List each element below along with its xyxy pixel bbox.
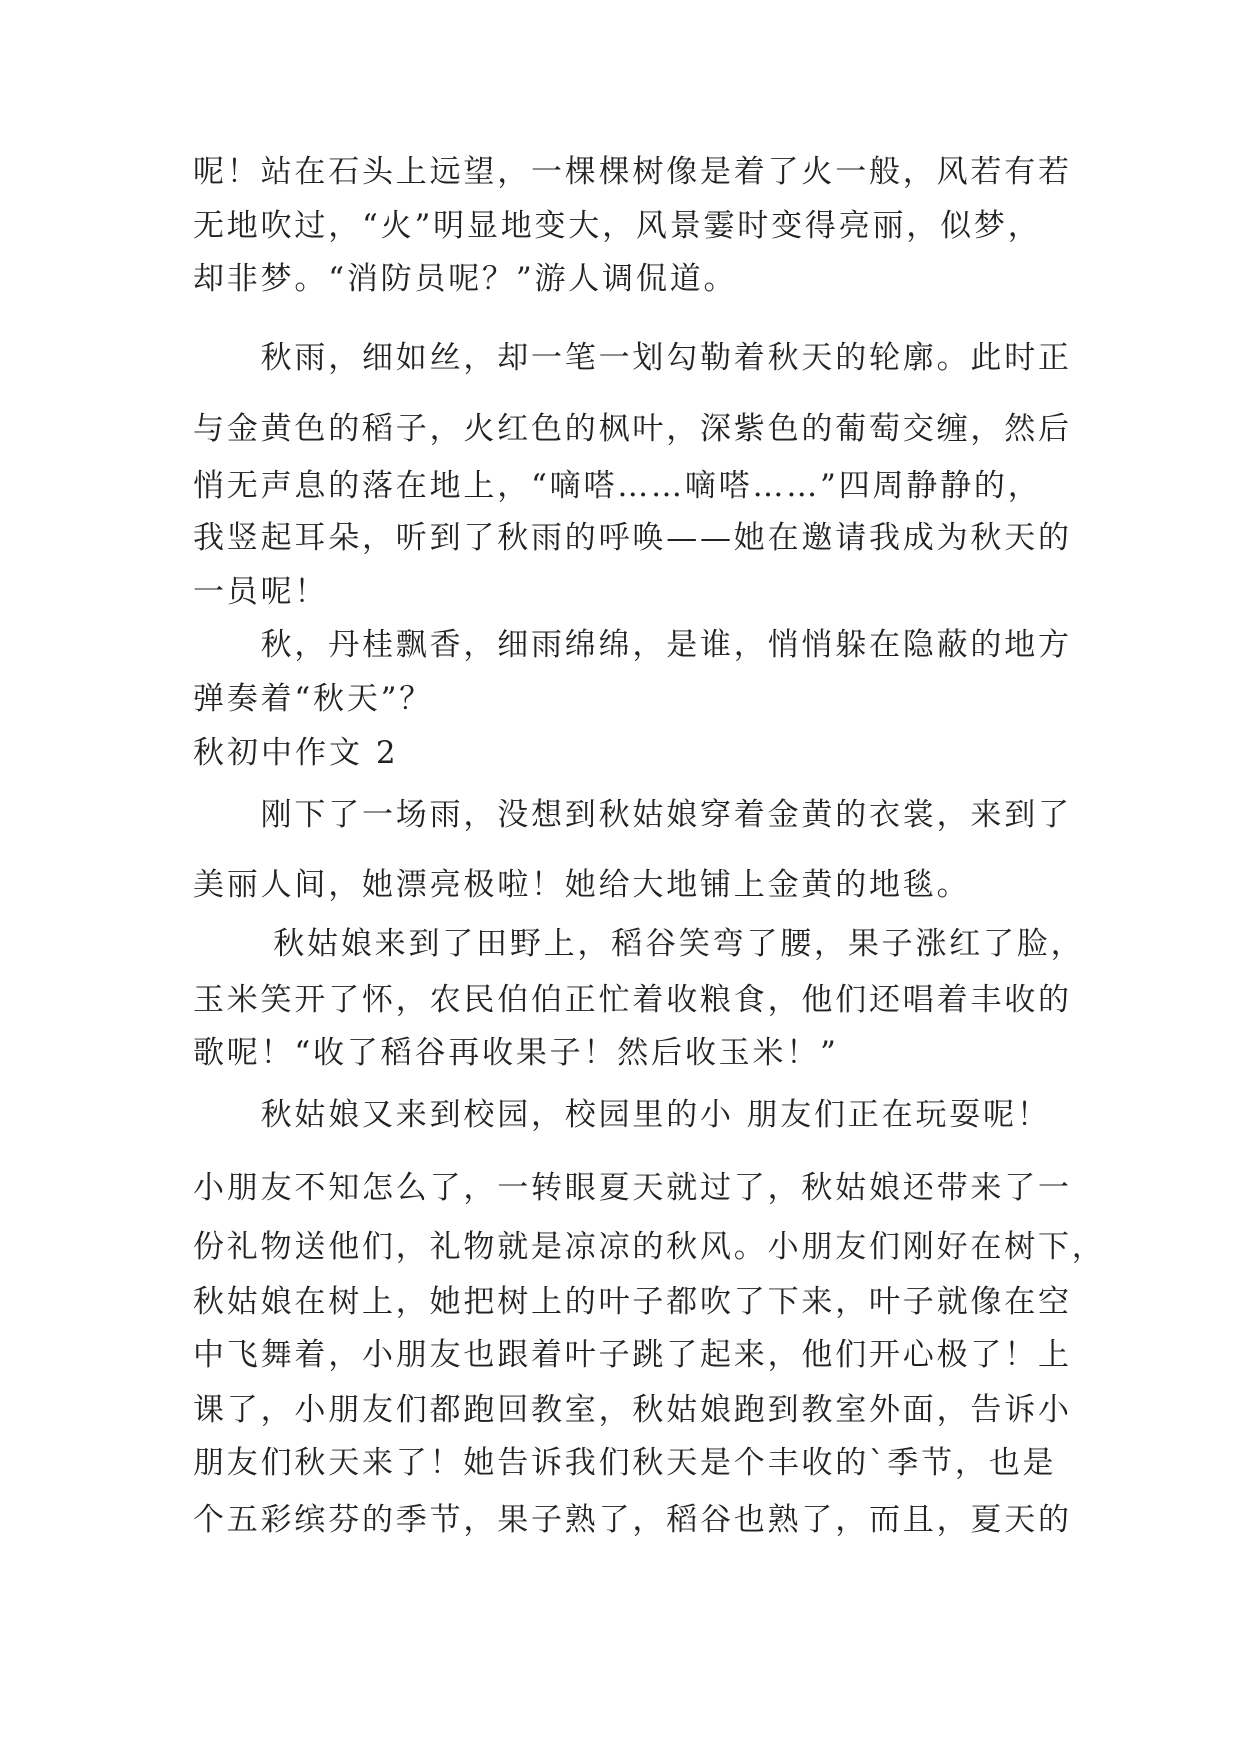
- text-line: 呢！站在石头上远望，一棵棵树像是着了火一般，风若有若: [193, 154, 1072, 190]
- text-line: 秋雨，细如丝，却一笔一划勾勒着秋天的轮廓。此时正: [193, 340, 1072, 376]
- text-line: 刚下了一场雨，没想到秋姑娘穿着金黄的衣裳，来到了: [193, 797, 1072, 833]
- text-line: 秋姑娘又来到校园，校园里的小 朋友们正在玩耍呢！: [193, 1097, 1051, 1133]
- essay-title: 秋初中作文 2: [193, 735, 399, 771]
- text-line: 玉米笑开了怀，农民伯伯正忙着收粮食，他们还唱着丰收的: [193, 982, 1072, 1018]
- text-line: 美丽人间，她漂亮极啦！她给大地铺上金黄的地毯。: [193, 867, 971, 903]
- text-line: 无地吹过，“火”明显地变大，风景霎时变得亮丽，似梦，: [193, 208, 1042, 244]
- text-line: 弹奏着“秋天”？: [193, 681, 434, 717]
- text-line: 一员呢！: [193, 574, 329, 610]
- text-line: 份礼物送他们，礼物就是凉凉的秋风。小朋友们刚好在树下，: [193, 1229, 1106, 1265]
- text-line: 却非梦。“消防员呢？”游人调侃道。: [193, 261, 738, 297]
- text-line: 中飞舞着，小朋友也跟着叶子跳了起来，他们开心极了！上: [193, 1337, 1072, 1373]
- text-line: 悄无声息的落在地上，“嘀嗒……嘀嗒……”四周静静的，: [193, 468, 1042, 504]
- text-line: 秋姑娘在树上，她把树上的叶子都吹了下来，叶子就像在空: [193, 1284, 1072, 1320]
- text-line: 与金黄色的稻子，火红色的枫叶，深紫色的葡萄交缠，然后: [193, 411, 1072, 447]
- text-line: 秋姑娘来到了田野上，稻谷笑弯了腰，果子涨红了脸，: [193, 926, 1085, 962]
- text-line: 我竖起耳朵，听到了秋雨的呼唤——她在邀请我成为秋天的: [193, 520, 1072, 556]
- text-line: 课了，小朋友们都跑回教室，秋姑娘跑到教室外面，告诉小: [193, 1392, 1072, 1428]
- text-line: 个五彩缤芬的季节，果子熟了，稻谷也熟了，而且，夏天的: [193, 1502, 1072, 1538]
- text-line: 秋，丹桂飘香，细雨绵绵，是谁，悄悄躲在隐蔽的地方: [193, 627, 1072, 663]
- text-line: 小朋友不知怎么了，一转眼夏天就过了，秋姑娘还带来了一: [193, 1170, 1072, 1206]
- text-line: 歌呢！“收了稻谷再收果子！然后收玉米！”: [193, 1035, 839, 1071]
- text-line: 朋友们秋天来了！她告诉我们秋天是个丰收的`季节，也是: [193, 1445, 1057, 1481]
